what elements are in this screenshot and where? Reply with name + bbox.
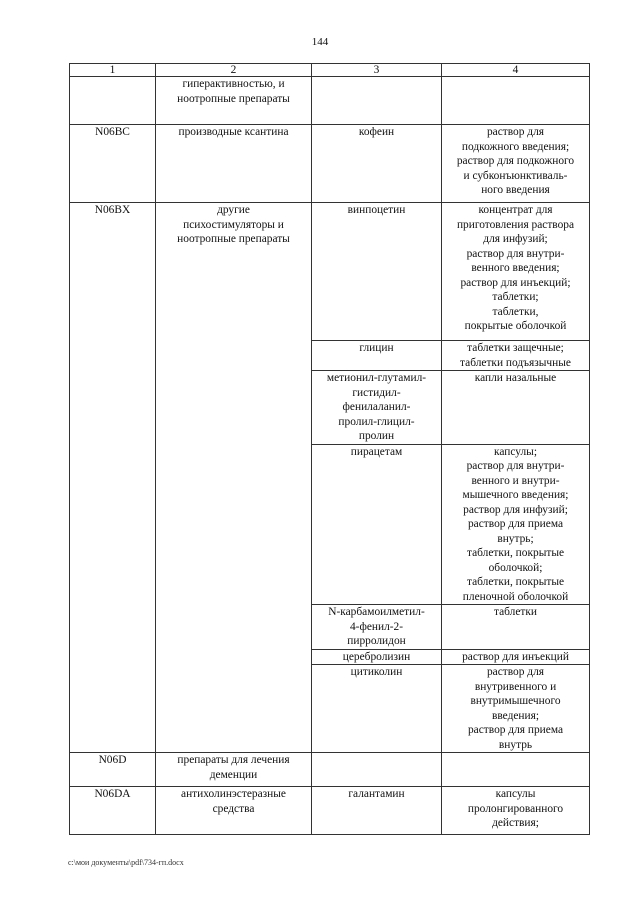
cell-line: венного и внутри-	[471, 474, 560, 487]
cell-line: раствор для приема	[467, 518, 564, 530]
atc-code-cell	[70, 753, 156, 787]
cell-line: ноотропные препараты	[177, 92, 290, 105]
cell-line: галантамин	[348, 788, 405, 800]
table-row	[70, 77, 590, 125]
cell-line: для инфузий;	[483, 233, 548, 245]
cell-line: и субконъюнктиваль-	[463, 169, 568, 182]
cell-line: концентрат для	[478, 204, 553, 216]
cell-line: церебролизин	[342, 650, 411, 663]
cell-line: винпоцетин	[347, 204, 406, 216]
cell-line: венного введения;	[471, 262, 560, 274]
cell-line: гиперактивностью, и	[182, 78, 285, 90]
cell-line: другие	[217, 204, 250, 216]
cell-line: подкожного введения;	[461, 140, 570, 153]
cell-line: средства	[212, 802, 255, 815]
cell-line: раствор для внутри-	[466, 247, 565, 260]
table-header	[70, 64, 590, 77]
group-name-cell	[156, 77, 312, 125]
table-row	[70, 125, 590, 203]
cell-line: раствор для приема	[467, 724, 564, 736]
table-row	[70, 787, 590, 835]
drug-name-cell	[312, 203, 442, 341]
cell-line: таблетки, покрытые	[466, 576, 565, 588]
dosage-forms-cell	[442, 341, 590, 371]
atc-code-cell	[70, 203, 156, 753]
cell-line: N06D	[98, 754, 127, 766]
dosage-forms-cell	[442, 787, 590, 835]
dosage-forms-cell	[442, 605, 590, 650]
cell-line: внутрь;	[497, 532, 534, 545]
column-header: 1	[70, 64, 156, 77]
cell-line: пролил-глицил-	[338, 415, 415, 428]
cell-line: оболочкой;	[488, 561, 543, 574]
dosage-forms-cell	[442, 203, 590, 341]
column-header: 4	[442, 64, 590, 77]
cell-line: пролин	[358, 430, 395, 442]
table-body	[70, 77, 590, 835]
cell-line: раствор для инъекций	[462, 650, 569, 663]
cell-line: психостимуляторы и	[183, 218, 284, 231]
drug-name-cell	[312, 753, 442, 787]
cell-line: таблетки	[493, 606, 538, 618]
cell-line: введения;	[491, 709, 540, 722]
cell-line: капсулы	[495, 788, 536, 800]
group-name-cell	[156, 203, 312, 753]
drug-name-cell	[312, 444, 442, 605]
column-header: 2	[156, 64, 312, 77]
cell-line: внутривенного и	[474, 680, 557, 693]
group-name-cell	[156, 753, 312, 787]
atc-code-cell	[70, 787, 156, 835]
file-path-footer: c:\мои документы\pdf\734-гп.docx	[68, 858, 184, 867]
cell-line: пролонгированного	[467, 802, 564, 815]
cell-line: раствор для инфузий;	[463, 503, 568, 516]
cell-line: раствор для внутри-	[466, 460, 565, 472]
cell-line: N06BX	[94, 204, 131, 216]
dosage-forms-cell	[442, 77, 590, 125]
cell-line: таблетки,	[492, 305, 539, 318]
cell-line: N-карбамоилметил-	[328, 606, 425, 618]
drug-name-cell	[312, 341, 442, 371]
drug-name-cell	[312, 125, 442, 203]
cell-line: N06DA	[94, 788, 131, 800]
drug-name-cell	[312, 371, 442, 445]
drug-table	[69, 63, 590, 835]
dosage-forms-cell	[442, 125, 590, 203]
atc-code-cell	[70, 77, 156, 125]
cell-line: раствор для инъекций;	[460, 276, 571, 289]
cell-line: пленочной оболочкой	[462, 590, 569, 603]
cell-line: раствор для	[486, 666, 545, 678]
table-row	[70, 203, 590, 341]
dosage-forms-cell	[442, 665, 590, 753]
atc-code-cell	[70, 125, 156, 203]
cell-line: метионил-глутамил-	[326, 372, 427, 384]
dosage-forms-cell	[442, 444, 590, 605]
cell-line: таблетки подъязычные	[460, 356, 571, 369]
cell-line: кофеин	[358, 126, 395, 138]
cell-line: N06BC	[95, 126, 130, 138]
header-row	[70, 64, 590, 77]
cell-line: глицин	[359, 342, 394, 354]
cell-line: 4-фенил-2-	[349, 620, 404, 633]
cell-line: пирацетам	[350, 445, 403, 458]
cell-line: внутримышечного	[470, 695, 561, 707]
cell-line: капли назальные	[474, 372, 557, 384]
cell-line: гистидил-	[352, 386, 401, 399]
cell-line: раствор для	[486, 126, 545, 138]
cell-line: таблетки, покрытые	[466, 547, 565, 559]
cell-line: фенилаланил-	[342, 401, 411, 413]
cell-line: ного введения	[481, 184, 550, 196]
dosage-forms-cell	[442, 371, 590, 445]
cell-line: действия;	[492, 817, 539, 829]
drug-name-cell	[312, 649, 442, 665]
cell-line: таблетки;	[492, 291, 539, 303]
page-number: 144	[311, 36, 329, 48]
group-name-cell	[156, 125, 312, 203]
cell-line: ноотропные препараты	[177, 233, 290, 245]
cell-line: деменции	[209, 768, 258, 781]
table-row	[70, 753, 590, 787]
cell-line: капсулы;	[494, 445, 537, 458]
cell-line: внутрь	[498, 738, 533, 751]
cell-line: раствор для подкожного	[456, 155, 575, 167]
cell-line: антихолинэстеразные	[181, 788, 286, 800]
cell-line: производные ксантина	[178, 126, 289, 138]
cell-line: таблетки защечные;	[467, 342, 564, 354]
drug-name-cell	[312, 605, 442, 650]
dosage-forms-cell	[442, 753, 590, 787]
dosage-forms-cell	[442, 649, 590, 665]
column-header: 3	[312, 64, 442, 77]
cell-line: препараты для лечения	[177, 754, 290, 766]
drug-name-cell	[312, 77, 442, 125]
cell-line: пирролидон	[347, 635, 406, 647]
drug-name-cell	[312, 787, 442, 835]
drug-name-cell	[312, 665, 442, 753]
cell-line: мышечного введения;	[462, 489, 569, 501]
cell-line: приготовления раствора	[456, 218, 575, 231]
cell-line: покрытые оболочкой	[464, 320, 567, 332]
group-name-cell	[156, 787, 312, 835]
cell-line: цитиколин	[350, 666, 403, 678]
